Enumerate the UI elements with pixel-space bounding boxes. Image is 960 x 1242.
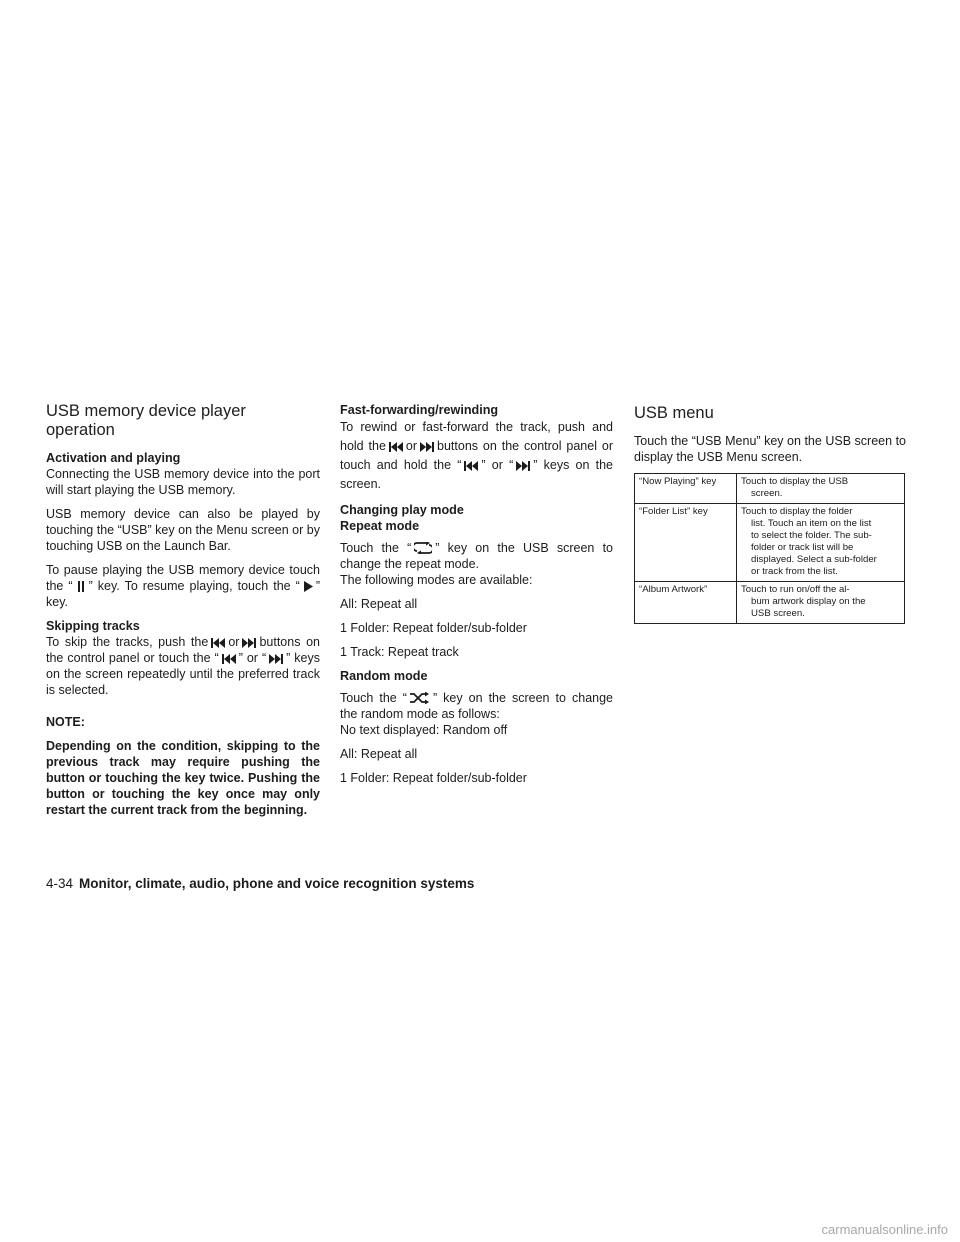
usb-menu-table: [634, 473, 905, 624]
table-cell-desc: Touch to display the folder list. Touch an item on the list to select the folder. The sub- folder or track list will be displayed. Select a sub-folder or track from the list.: [737, 504, 905, 582]
random-item: All: Repeat all: [340, 747, 418, 761]
note-text: Depending on the condition, skipping to the previous track may require pushing the button or touching the key twice. Pushing the button or touching the key once may only restart the current track from the beginning.: [46, 739, 320, 817]
section-title-usb-menu: USB menu: [634, 404, 714, 422]
random-item: No text displayed: Random off: [340, 723, 508, 737]
heading-fast-forward: Fast-forwarding/rewinding: [340, 403, 499, 417]
skip-previous-icon: [211, 638, 225, 648]
repeat-icon: [414, 542, 432, 554]
middle-column: [340, 402, 613, 794]
paragraph-modes: The following modes are available:: [340, 573, 533, 587]
heading-random-mode: Random mode: [340, 669, 428, 683]
paragraph-usb-menu-intro: Touch the “USB Menu” key on the USB screen to display the USB Menu screen.: [634, 434, 906, 464]
pause-icon: [76, 581, 86, 592]
paragraph-connect: Connecting the USB memory device into the port will start playing the USB memory.: [46, 467, 320, 497]
table-cell-key: “Album Artwork”: [635, 582, 737, 624]
skip-previous-icon: [464, 461, 478, 471]
repeat-item: 1 Folder: Repeat folder/sub-folder: [340, 621, 527, 635]
section-name: Monitor, climate, audio, phone and voice recognition systems: [79, 876, 475, 891]
paragraph-skip: To skip the tracks, push the or buttons on the control panel or touch the “ ” or “ ” keys on the screen repeatedly until the preferred track is selected.: [46, 635, 320, 697]
table-row: [635, 474, 905, 504]
section-title-usb-player: USB memory device player operation: [46, 402, 246, 439]
page-number: 4-34: [46, 876, 74, 891]
skip-previous-icon: [389, 442, 403, 452]
paragraph-pause: To pause playing the USB memory device touch the “ ” key. To resume playing, touch the “ ” key.: [46, 563, 320, 609]
table-cell-key: “Folder List” key: [635, 504, 737, 582]
table-cell-desc: Touch to display the USB screen.: [737, 474, 905, 504]
shuffle-icon: [410, 692, 430, 704]
paragraph-random: Touch the “ ” key on the screen to change the random mode as follows:: [340, 691, 614, 721]
heading-changing-mode: Changing play mode: [340, 503, 464, 517]
skip-next-icon: [420, 442, 434, 452]
table-cell-desc: Touch to run on/off the al- bum artwork display on the USB screen.: [737, 582, 905, 624]
play-icon: [303, 581, 313, 592]
table-cell-key: “Now Playing” key: [635, 474, 737, 504]
left-column: [46, 402, 320, 818]
heading-activation: Activation and playing: [46, 451, 181, 465]
random-item: 1 Folder: Repeat folder/sub-folder: [340, 771, 527, 785]
table-row: [635, 582, 905, 624]
right-column: [634, 402, 906, 624]
repeat-item: All: Repeat all: [340, 597, 418, 611]
paragraph-fast-forward: To rewind or fast-forward the track, push and hold the or buttons on the control panel or touch and hold the “ ” or “ ” keys on the screen.: [340, 420, 613, 491]
watermark: carmanualsonline.info: [821, 1222, 948, 1237]
repeat-item: 1 Track: Repeat track: [340, 645, 459, 659]
note-label: NOTE:: [46, 715, 85, 729]
heading-repeat-mode: Repeat mode: [340, 519, 420, 533]
table-row: [635, 504, 905, 582]
skip-previous-icon: [222, 654, 236, 664]
page-footer: [46, 876, 474, 891]
skip-next-icon: [242, 638, 256, 648]
heading-skipping: Skipping tracks: [46, 619, 140, 633]
paragraph-repeat: Touch the “ ” key on the USB screen to change the repeat mode.: [340, 541, 613, 571]
skip-next-icon: [516, 461, 530, 471]
paragraph-menu: USB memory device can also be played by touching the “USB” key on the Menu screen or by touching USB on the Launch Bar.: [46, 507, 320, 553]
skip-next-icon: [269, 654, 283, 664]
